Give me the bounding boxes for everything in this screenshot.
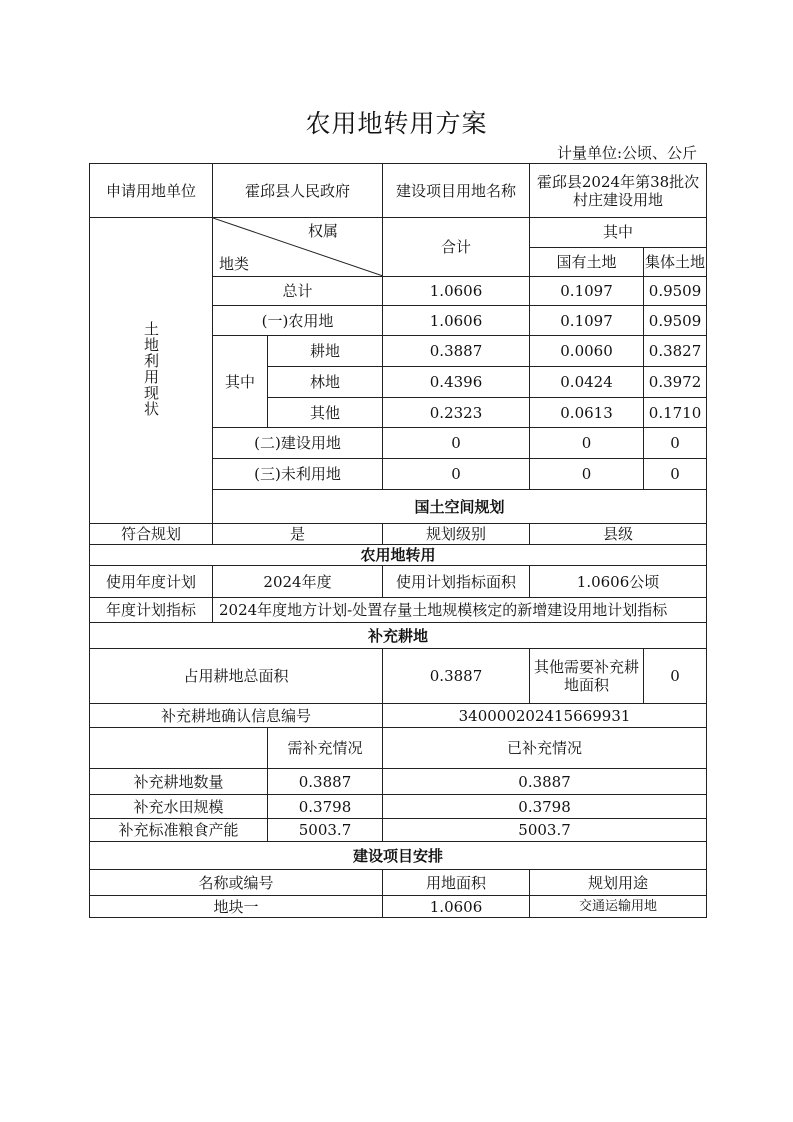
- parcel-name: 地块一: [90, 896, 383, 918]
- agri-sum: 1.0606: [383, 306, 530, 336]
- area-header: 用地面积: [383, 870, 530, 896]
- planning-row: [90, 524, 707, 545]
- use-header: 规划用途: [530, 870, 707, 896]
- plan-level-label: 规划级别: [383, 524, 530, 545]
- collective-land-header: 集体土地: [644, 247, 707, 277]
- supp-quantity-label: 补充耕地数量: [90, 769, 268, 795]
- conform-value: 是: [213, 524, 383, 545]
- unused-sum: 0: [383, 459, 530, 490]
- occupied-value: 0.3887: [383, 649, 530, 704]
- page-title: 农用地转用方案: [305, 109, 488, 138]
- supp-grain-label: 补充标准粮食产能: [90, 819, 268, 842]
- agri-collective: 0.9509: [644, 306, 707, 336]
- parcel-use: 交通运输用地: [530, 896, 707, 918]
- quota-value: 1.0606公顷: [530, 566, 707, 598]
- conform-label: 符合规划: [90, 524, 213, 545]
- indicator-value: 2024年度地方计划-处置存量土地规模核定的新增建设用地计划指标: [213, 598, 707, 623]
- forest-sum: 0.4396: [383, 367, 530, 398]
- year-plan-label: 使用年度计划: [90, 566, 213, 598]
- supp-grain-done: 5003.7: [383, 819, 707, 842]
- land-type-label: 地类: [219, 255, 250, 273]
- forest-state: 0.0424: [530, 367, 644, 398]
- other-sum: 0.2323: [383, 398, 530, 428]
- supplement-header: 补充耕地: [90, 623, 707, 649]
- diagonal-header-cell: [213, 218, 383, 277]
- quota-label: 使用计划指标面积: [383, 566, 530, 598]
- arable-state: 0.0060: [530, 336, 644, 367]
- other-needed-value: 0: [644, 649, 707, 704]
- other-needed-label: 其他需要补充耕地面积: [530, 649, 644, 704]
- among-header: 其中: [530, 218, 707, 248]
- measurement-unit: 计量单位:公顷、公斤: [556, 144, 697, 162]
- land-status-label: 土地利用现状: [142, 320, 160, 417]
- unused-collective: 0: [644, 459, 707, 490]
- project-name-value: 霍邱县2024年第38批次村庄建设用地: [530, 164, 707, 218]
- land-status-section: [90, 218, 213, 524]
- agri-label: (一)农用地: [213, 306, 383, 336]
- table-row: [90, 769, 707, 795]
- table-row: [90, 795, 707, 819]
- arable-label: 耕地: [268, 336, 383, 367]
- applicant-row: [90, 164, 707, 218]
- supp-quantity-done: 0.3887: [383, 769, 707, 795]
- agri-state: 0.1097: [530, 306, 644, 336]
- occupied-row: [90, 649, 707, 704]
- among-label: 其中: [213, 336, 268, 428]
- planning-header: 国土空间规划: [213, 490, 707, 524]
- supp-paddy-label: 补充水田规模: [90, 795, 268, 819]
- table-row: [90, 819, 707, 842]
- total-sum: 1.0606: [383, 277, 530, 306]
- indicator-label: 年度计划指标: [90, 598, 213, 623]
- unused-label: (三)未利用地: [213, 459, 383, 490]
- total-state: 0.1097: [530, 277, 644, 306]
- other-collective: 0.1710: [644, 398, 707, 428]
- table-row: [90, 896, 707, 918]
- conversion-row: [90, 566, 707, 598]
- state-land-header: 国有土地: [530, 247, 644, 277]
- project-name-label: 建设项目用地名称: [383, 164, 530, 218]
- total-label: 总计: [213, 277, 383, 306]
- plan-level-value: 县级: [530, 524, 707, 545]
- forest-label: 林地: [268, 367, 383, 398]
- project-columns: [90, 870, 707, 896]
- supp-grain-need: 5003.7: [268, 819, 383, 842]
- unused-state: 0: [530, 459, 644, 490]
- other-state: 0.0613: [530, 398, 644, 428]
- arable-sum: 0.3887: [383, 336, 530, 367]
- supplement-subheader: [90, 728, 707, 769]
- indicator-row: [90, 598, 707, 623]
- confirm-label: 补充耕地确认信息编号: [90, 704, 383, 728]
- parcel-area: 1.0606: [383, 896, 530, 918]
- supp-quantity-need: 0.3887: [268, 769, 383, 795]
- construction-collective: 0: [644, 428, 707, 459]
- name-header: 名称或编号: [90, 870, 383, 896]
- total-collective: 0.9509: [644, 277, 707, 306]
- confirm-value: 340000202415669931: [383, 704, 707, 728]
- applicant-label: 申请用地单位: [90, 164, 213, 218]
- construction-label: (二)建设用地: [213, 428, 383, 459]
- conversion-header: 农用地转用: [90, 545, 707, 566]
- project-header: 建设项目安排: [90, 842, 707, 870]
- confirm-row: [90, 704, 707, 728]
- construction-sum: 0: [383, 428, 530, 459]
- year-plan-value: 2024年度: [213, 566, 383, 598]
- arable-collective: 0.3827: [644, 336, 707, 367]
- land-conversion-table: [89, 163, 707, 918]
- construction-state: 0: [530, 428, 644, 459]
- need-header: 需补充情况: [268, 728, 383, 769]
- applicant-value: 霍邱县人民政府: [213, 164, 383, 218]
- supp-paddy-done: 0.3798: [383, 795, 707, 819]
- other-label: 其他: [268, 398, 383, 428]
- total-header: 合计: [383, 218, 530, 277]
- forest-collective: 0.3972: [644, 367, 707, 398]
- ownership-label: 权属: [308, 222, 339, 240]
- occupied-label: 占用耕地总面积: [90, 649, 383, 704]
- supp-paddy-need: 0.3798: [268, 795, 383, 819]
- done-header: 已补充情况: [383, 728, 707, 769]
